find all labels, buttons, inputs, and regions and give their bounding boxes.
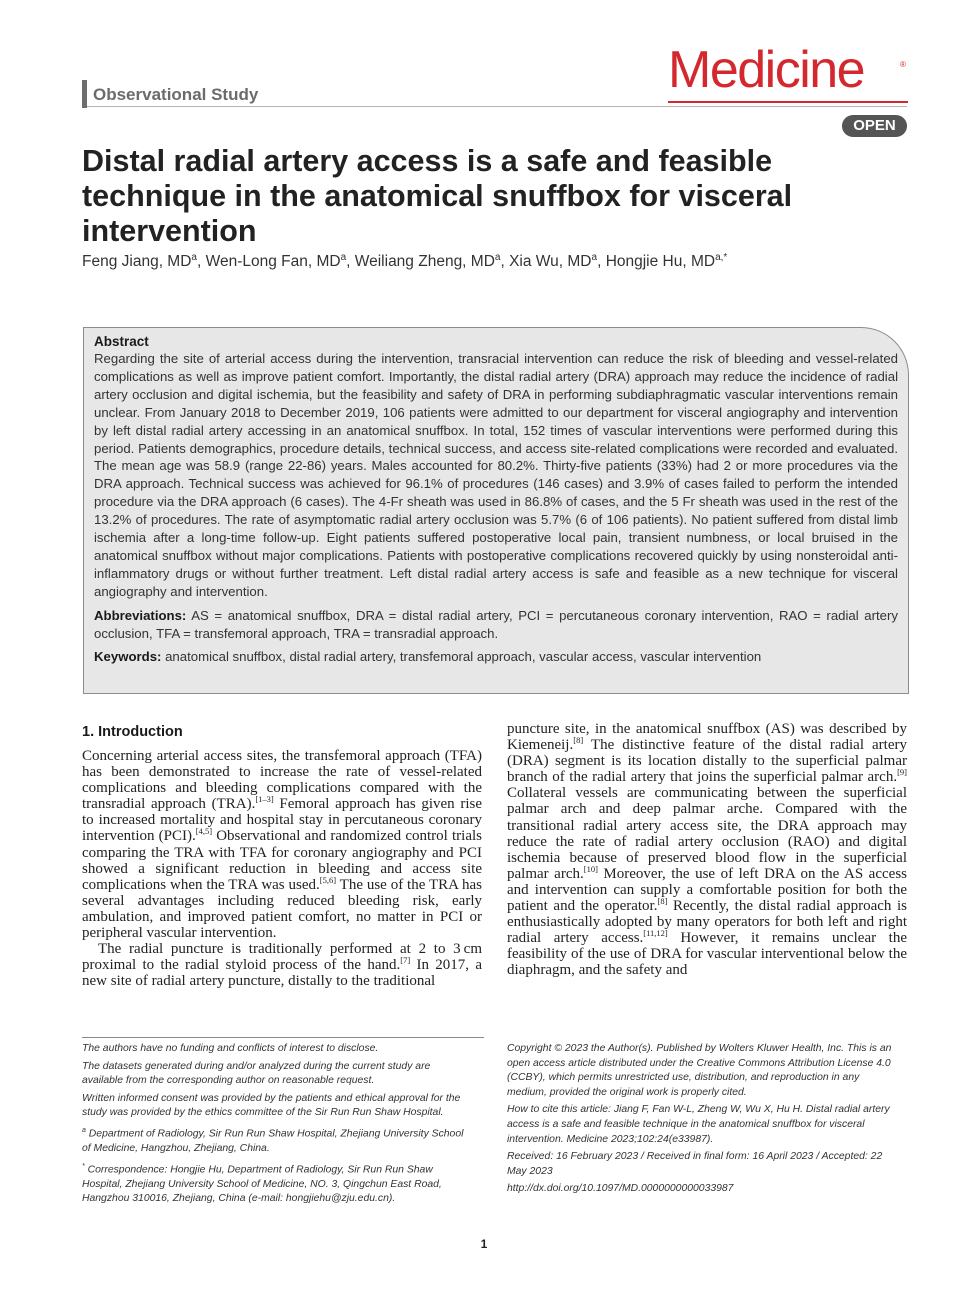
keywords [94, 648, 898, 666]
citation[interactable]: [5,6] [319, 874, 337, 885]
section-label [82, 80, 258, 108]
abstract-box [83, 327, 909, 694]
author-list: Feng Jiang, $MD^a$, Wen-Long Fan, $MD^a$, Weiliang Zheng, $MD^a$, Xia Wu, $MD^a$, Hongjie Hu, $MD^{a,*}$ [82, 252, 728, 271]
section-heading-introduction: 1. Introduction [82, 724, 183, 740]
abstract-text: Regarding the site of arterial access during the intervention, transracial intervention can reduce the risk of bleeding and vessel-related complications as well as improve patient comfort. Importantly, the distal radial artery (DRA) approach may reduce the incidence of radial artery occlusion and digital ischemia, but the feasibility and safety of DRA in performing subdiaphragmatic vascular interventions remain unclear. From January 2018 to December 2019, 106 patients were admitted to our department for visceral angiography and intervention by left distal radial artery accessing in an anatomical snuffbox. In total, 152 times of vascular interventions were performed during this period. Patients demographics, procedure details, technical success, and access site-related complications were recorded and evaluated. The mean age was 58.9 (range 22-86) years. Males accounted for 80.2%. Thirty-five patients (33%) had 2 or more procedures via the DRA approach. Technical success was achieved for 96.1% of procedures (146 cases) and 3.9% of cases failed to perform the intended procedure via the DRA approach (6 cases). The 4-Fr sheath was used in 86.8% of cases, and the 5 Fr sheath was used in the rest of the 13.2% of procedures. The rate of asymptomatic radial artery occlusion was 5.7% (6 of 106 patients). No patient suffered from distal limb ischemia after a long-time follow-up. Eight patients suffered postoperative local pain, transient numbness, or local bruised in the anatomical snuffbox without major complications. Patients with postoperative complications recovered quickly by using nonsteroidal anti-inflammatory drugs or without further treatment. Left distal radial artery access is safe and feasible as a new technique for visceral angiography and intervention. [94, 351, 898, 599]
body-column-right [507, 721, 907, 979]
correspondence-note [82, 1160, 467, 1207]
citation[interactable]: [4,5] [195, 826, 213, 837]
author-affiliation: a [191, 252, 197, 263]
abbreviations [94, 607, 898, 643]
author-affiliation: a [494, 252, 501, 263]
correspondence-mark: * [82, 1162, 85, 1170]
paragraph [82, 941, 482, 989]
keywords-text: anatomical snuffbox, distal radial artery, transfemoral approach, vascular access, vascular intervention [165, 648, 762, 664]
correspondence-text: Correspondence: Hongjie Hu, Department of Radiology, Sir Run Run Shaw Hospital, Zhejiang University School of Medicine, NO. 3, Qingchun East Road, Hangzhou 310016, Zhejiang, China (e-mail: hongjiehu@zju.edu.cn). [82, 1164, 442, 1205]
affiliation-note [82, 1124, 467, 1157]
text-run: The radial puncture is traditionally performed at 2 to 3 cm proximal to the radial styloid process of the hand. [82, 941, 482, 974]
author-name: Xia Wu, MD [509, 253, 592, 271]
citation[interactable]: [9] [897, 767, 907, 778]
text-run: Observational and randomized control trials comparing the TRA with TFA for coronary angiography and PCI showed a significant reduction in bleeding and access site complications when the TRA was used. [82, 828, 482, 893]
page-number: 1 [480, 1237, 488, 1251]
footnotes-left [82, 1042, 467, 1210]
paragraph-continued [507, 721, 907, 979]
paragraph [82, 748, 482, 941]
consent-note: Written informed consent was provided by the patients and ethical approval for the study was provided by the ethics committee of the Sir Run Run Shaw Hospital. [82, 1092, 461, 1119]
text-run: However, it remains unclear the feasibility of the use of DRA for vascular interventional below the diaphragm, and the safety and [507, 930, 907, 979]
text-run: Femoral approach has given rise to increased mortality and hospital stay in percutaneous coronary intervention (PCI). [82, 796, 483, 845]
author-name: Hongjie Hu, MD [605, 253, 716, 271]
journal-logo-rule [668, 101, 908, 103]
body-column-left [82, 724, 482, 989]
abstract-heading: Abstract [94, 334, 149, 349]
journal-logo: Medicine [668, 41, 865, 99]
keywords-label: Keywords: [94, 648, 162, 664]
text-run: Recently, the distal radial approach is enthusiastically adopted by many operators for both left and right radial artery access. [507, 898, 907, 947]
data-availability-note: The datasets generated during and/or analyzed during the current study are available from the corresponding author on reasonable request. [82, 1060, 431, 1087]
affiliation-mark: a [82, 1126, 86, 1134]
text-run: In 2017, a new site of radial artery puncture, distally to the traditional [82, 957, 482, 990]
affiliation-text: Department of Radiology, Sir Run Run Shaw Hospital, Zhejiang University School of Medicine, Hangzhou, Zhejiang, China. [82, 1128, 464, 1155]
citation[interactable]: [8] [657, 896, 668, 907]
citation[interactable]: [10] [583, 863, 598, 874]
text-run: The distinctive feature of the distal radial artery (DRA) segment is its location distally to the superficial palmar branch of the radial artery that joins the superficial palmar arch. [507, 737, 907, 786]
text-run: Concerning arterial access sites, the transfemoral approach (TFA) has been demonstrated to increase the rate of vessel-related complications and bleeding complications compared with the transradial approach (TRA). [82, 748, 482, 813]
section-label-text: Observational Study [93, 85, 259, 104]
dates-note: Received: 16 February 2023 / Received in final form: 16 April 2023 / Accepted: 22 May 2023 [507, 1151, 883, 1177]
header-rule [87, 106, 907, 107]
author-name: Wen-Long Fan, MD [205, 253, 341, 271]
article-title: Distal radial artery access is a safe and feasible technique in the anatomical snuffbox for visceral intervention [82, 144, 793, 248]
doi-link[interactable]: http://dx.doi.org/10.1097/MD.0000000000033987 [507, 1183, 734, 1195]
text-run: The use of the TRA has several advantages including reduced bleeding risk, early ambulation, and improved patient comfort, no matter in PCI or peripheral vascular intervention. [82, 876, 483, 942]
citation[interactable]: [7] [400, 955, 411, 966]
footnotes-right [507, 1042, 892, 1200]
footnote-rule [82, 1037, 484, 1038]
text-run: puncture site, in the anatomical snuffbox (AS) was described by Kiemeneij. [507, 721, 907, 754]
citation[interactable]: [8] [573, 735, 584, 746]
funding-note: The authors have no funding and conflicts of interest to disclose. [82, 1043, 379, 1054]
author-affiliation: a,* [715, 252, 728, 263]
author-name: Weiliang Zheng, MD [354, 253, 495, 271]
author-name: Feng Jiang, MD [82, 253, 192, 271]
text-run: Collateral vessels are communicating between the superficial palmar arch and deep palmar arche. Compared with the transitional radial artery access site, the DRA approach may reduce the rate of radial artery occlusion (RAO) and digital ischemia because of preserved blood flow in the superficial palmar arch. [507, 785, 907, 882]
citation-note: How to cite this article: Jiang F, Fan W-L, Zheng W, Wu X, Hu H. Distal radial artery access is a safe and feasible technique in the anatomical snuffbox for visceral intervention. Medicine 2023;102:24(e33987). [507, 1104, 890, 1145]
author-affiliation: a [591, 252, 598, 263]
text-run: Moreover, the use of left DRA on the AS access and intervention can supply a comfortable position for both the patient and the operator. [507, 865, 907, 915]
author-affiliation: a [340, 252, 347, 263]
open-access-badge: OPEN [842, 115, 907, 137]
citation[interactable]: [1–3] [255, 794, 274, 805]
citation[interactable]: [11,12] [643, 928, 668, 939]
section-label-bar [82, 80, 87, 108]
registered-mark: ® [900, 60, 906, 69]
abbreviations-label: Abbreviations: [94, 607, 187, 623]
copyright-note: Copyright © 2023 the Author(s). Published by Wolters Kluwer Health, Inc. This is an open access article distributed under the Creative Commons Attribution License 4.0 (CCBY), which permits unrestricted use, distribution, and reproduction in any medium, provided the original work is properly cited. [507, 1043, 892, 1098]
abbreviations-text: AS = anatomical snuffbox, DRA = distal radial artery, PCI = percutaneous coronary intervention, RAO = radial artery occlusion, TFA = transfemoral approach, TRA = transradial approach. [94, 607, 899, 641]
